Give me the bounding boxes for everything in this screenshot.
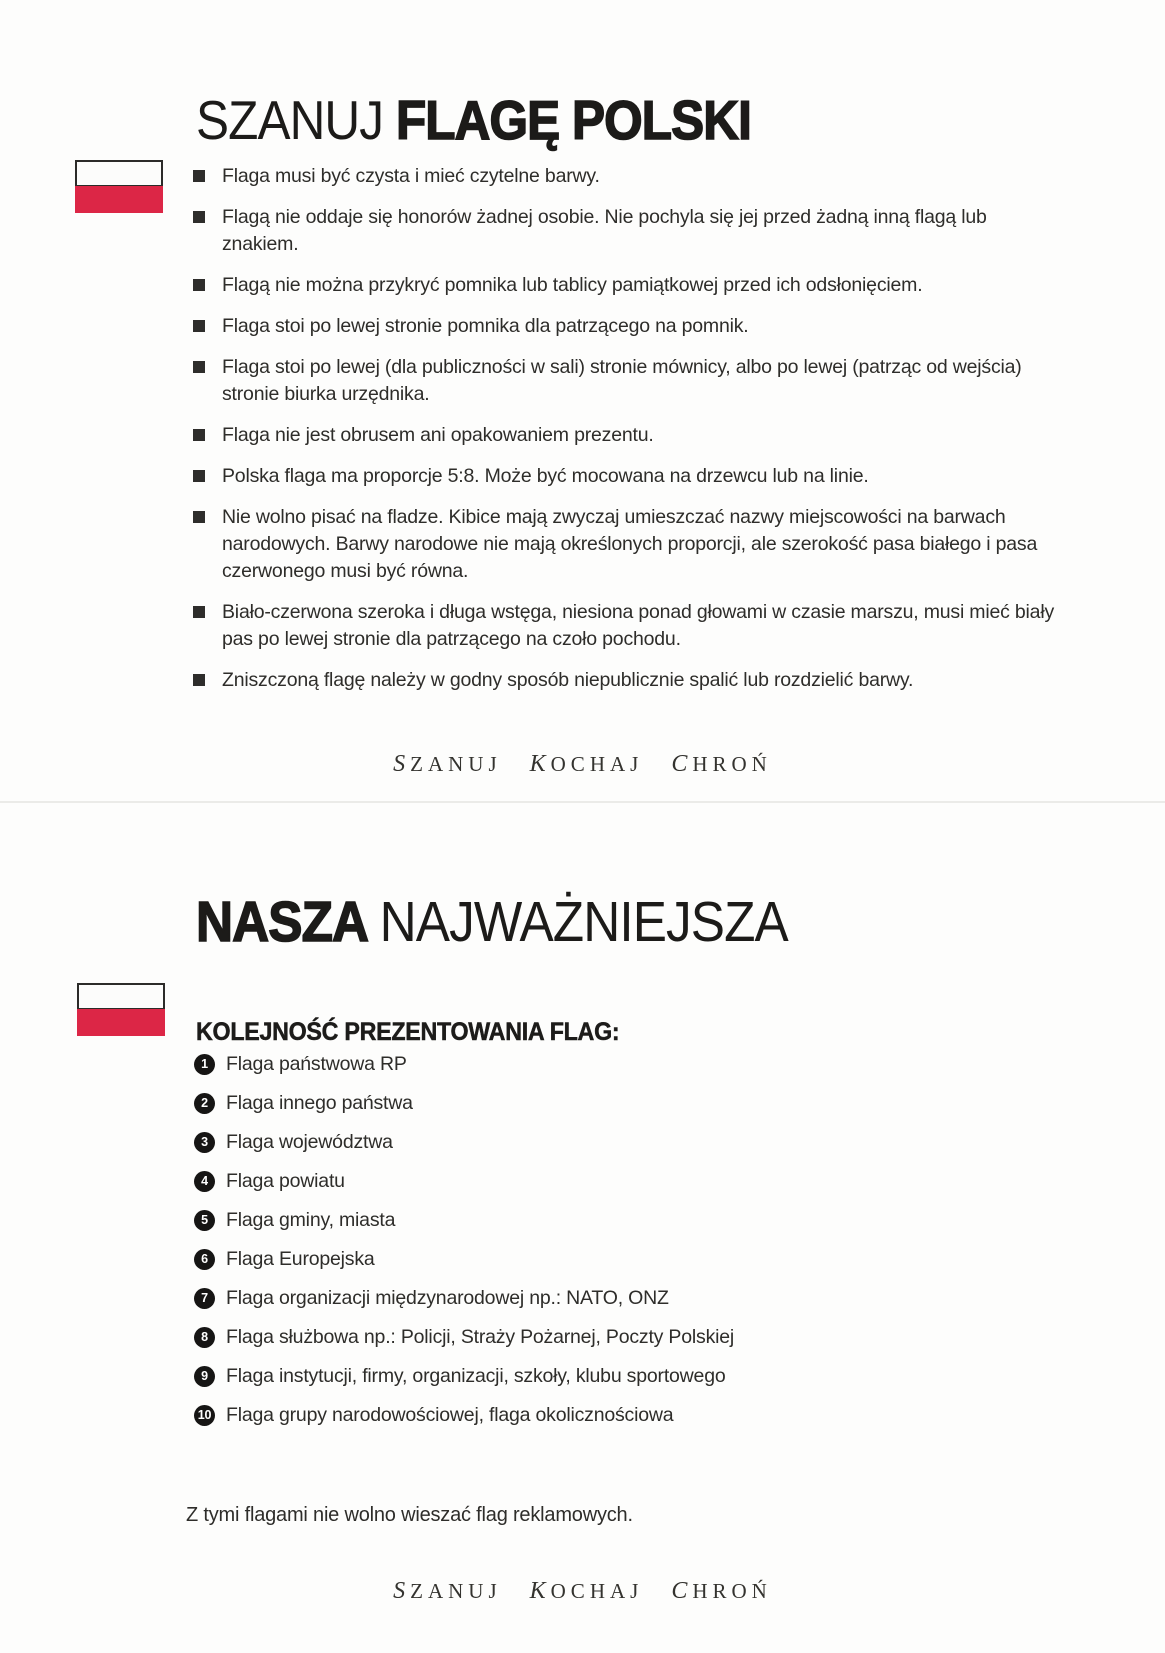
flag-order-text: Flaga instytucji, firmy, organizacji, szkoły, klubu sportowego (226, 1365, 726, 1387)
flag-order-text: Flaga organizacji międzynarodowej np.: NATO, ONZ (226, 1287, 669, 1309)
square-bullet-icon (193, 606, 205, 618)
section1-title-bold: FLAGĘ POLSKI (395, 88, 751, 151)
numbered-circle-icon: 4 (194, 1171, 215, 1192)
flag-order-text: Flaga służbowa np.: Policji, Straży Pożarnej, Poczty Polskiej (226, 1326, 735, 1348)
numbered-circle-icon: 5 (194, 1210, 215, 1231)
section2-title-light: NAJWAŻNIEJSZA (379, 890, 788, 955)
flag-order-text: Flaga państwowa RP (226, 1053, 407, 1075)
square-bullet-icon (193, 470, 205, 482)
advertising-flags-note: Z tymi flagami nie wolno wieszać flag reklamowych. (186, 1504, 633, 1526)
flag-rule-item (193, 163, 1065, 190)
flag-rule-item (193, 667, 1065, 694)
flag-order-item (194, 1051, 1074, 1078)
flag-white-stripe (75, 160, 163, 187)
section2-title-bold: NASZA (196, 890, 380, 955)
square-bullet-icon (193, 511, 205, 523)
flag-rule-text: Nie wolno pisać na fladze. Kibice mają zwyczaj umieszczać nazwy miejscowości na barwach narodowych. Barwy narodowe nie mają określonych proporcji, ale szerokość pasa białego i pasa czerwonego musi być równa. (222, 506, 1038, 582)
flag-rule-text: Flaga stoi po lewej (dla publiczności w sali) stronie mównicy, albo po lewej (patrząc od wejścia) stronie biurka urzędnika. (222, 356, 1022, 405)
numbered-circle-icon: 1 (194, 1054, 215, 1075)
flag-red-stripe (77, 1009, 165, 1036)
motto-word: KOCHAJ (529, 751, 644, 777)
flag-rule-item (193, 422, 1065, 449)
motto-word: CHROŃ (671, 1578, 772, 1604)
flag-rule-text: Flaga stoi po lewej stronie pomnika dla patrzącego na pomnik. (222, 315, 749, 337)
motto-word: SZANUJ (393, 1578, 502, 1604)
motto-word: CHROŃ (671, 751, 772, 777)
flag-rule-text: Flaga nie jest obrusem ani opakowaniem prezentu. (222, 424, 654, 446)
square-bullet-icon (193, 170, 205, 182)
square-bullet-icon (193, 674, 205, 686)
polish-flag-icon (77, 983, 165, 1036)
flag-rule-item (193, 204, 1065, 258)
flag-order-heading: KOLEJNOŚĆ PREZENTOWANIA FLAG: (196, 1017, 620, 1046)
section1-title (196, 88, 751, 151)
flag-rule-item (193, 599, 1065, 653)
flag-order-text: Flaga województwa (226, 1131, 393, 1153)
flag-rule-item (193, 463, 1065, 490)
square-bullet-icon (193, 211, 205, 223)
square-bullet-icon (193, 361, 205, 373)
numbered-circle-icon: 6 (194, 1249, 215, 1270)
flag-order-text: Flaga grupy narodowościowej, flaga okolicznościowa (226, 1404, 674, 1426)
numbered-circle-icon: 7 (194, 1288, 215, 1309)
flag-order-item (194, 1168, 1074, 1195)
motto-szanuj-kochaj-chron (0, 751, 1165, 778)
flag-rule-item (193, 504, 1065, 585)
square-bullet-icon (193, 320, 205, 332)
flag-order-item (194, 1246, 1074, 1273)
motto-word: SZANUJ (393, 751, 502, 777)
numbered-circle-icon: 8 (194, 1327, 215, 1348)
scan-seam-divider (0, 801, 1165, 803)
flag-order-item (194, 1129, 1074, 1156)
motto-szanuj-kochaj-chron (0, 1578, 1165, 1605)
flag-order-text: Flaga Europejska (226, 1248, 375, 1270)
flag-red-stripe (75, 186, 163, 213)
flag-order-item (194, 1363, 1074, 1390)
flag-rule-text: Biało-czerwona szeroka i długa wstęga, niesiona ponad głowami w czasie marszu, musi mieć biały pas po lewej stronie dla patrzącego na czoło pochodu. (222, 601, 1055, 650)
flag-order-item (194, 1285, 1074, 1312)
flag-rule-item (193, 354, 1065, 408)
flag-order-text: Flaga powiatu (226, 1170, 345, 1192)
section1-title-light: SZANUJ (196, 88, 396, 151)
square-bullet-icon (193, 279, 205, 291)
numbered-circle-icon: 10 (194, 1405, 215, 1426)
numbered-circle-icon: 9 (194, 1366, 215, 1387)
flag-order-list (194, 1051, 1074, 1441)
flag-order-item (194, 1324, 1074, 1351)
flag-rule-text: Polska flaga ma proporcje 5:8. Może być mocowana na drzewcu lub na linie. (222, 465, 869, 487)
flag-white-stripe (77, 983, 165, 1010)
flag-order-text: Flaga innego państwa (226, 1092, 413, 1114)
flag-rule-item (193, 313, 1065, 340)
numbered-circle-icon: 2 (194, 1093, 215, 1114)
motto-word: KOCHAJ (529, 1578, 644, 1604)
flag-rule-text: Flagą nie można przykryć pomnika lub tablicy pamiątkowej przed ich odsłonięciem. (222, 274, 923, 296)
flag-order-item (194, 1090, 1074, 1117)
flag-order-item (194, 1207, 1074, 1234)
flag-rule-item (193, 272, 1065, 299)
square-bullet-icon (193, 429, 205, 441)
flag-rule-text: Zniszczoną flagę należy w godny sposób niepublicznie spalić lub rozdzielić barwy. (222, 669, 914, 691)
polish-flag-icon (75, 160, 163, 213)
flag-rules-list (193, 163, 1065, 708)
numbered-circle-icon: 3 (194, 1132, 215, 1153)
flag-rule-text: Flagą nie oddaje się honorów żadnej osobie. Nie pochyla się jej przed żadną inną flagą lub znakiem. (222, 206, 987, 255)
section2-title (196, 890, 788, 955)
flag-order-text: Flaga gminy, miasta (226, 1209, 396, 1231)
flag-rule-text: Flaga musi być czysta i mieć czytelne barwy. (222, 165, 600, 187)
flag-order-item (194, 1402, 1074, 1429)
